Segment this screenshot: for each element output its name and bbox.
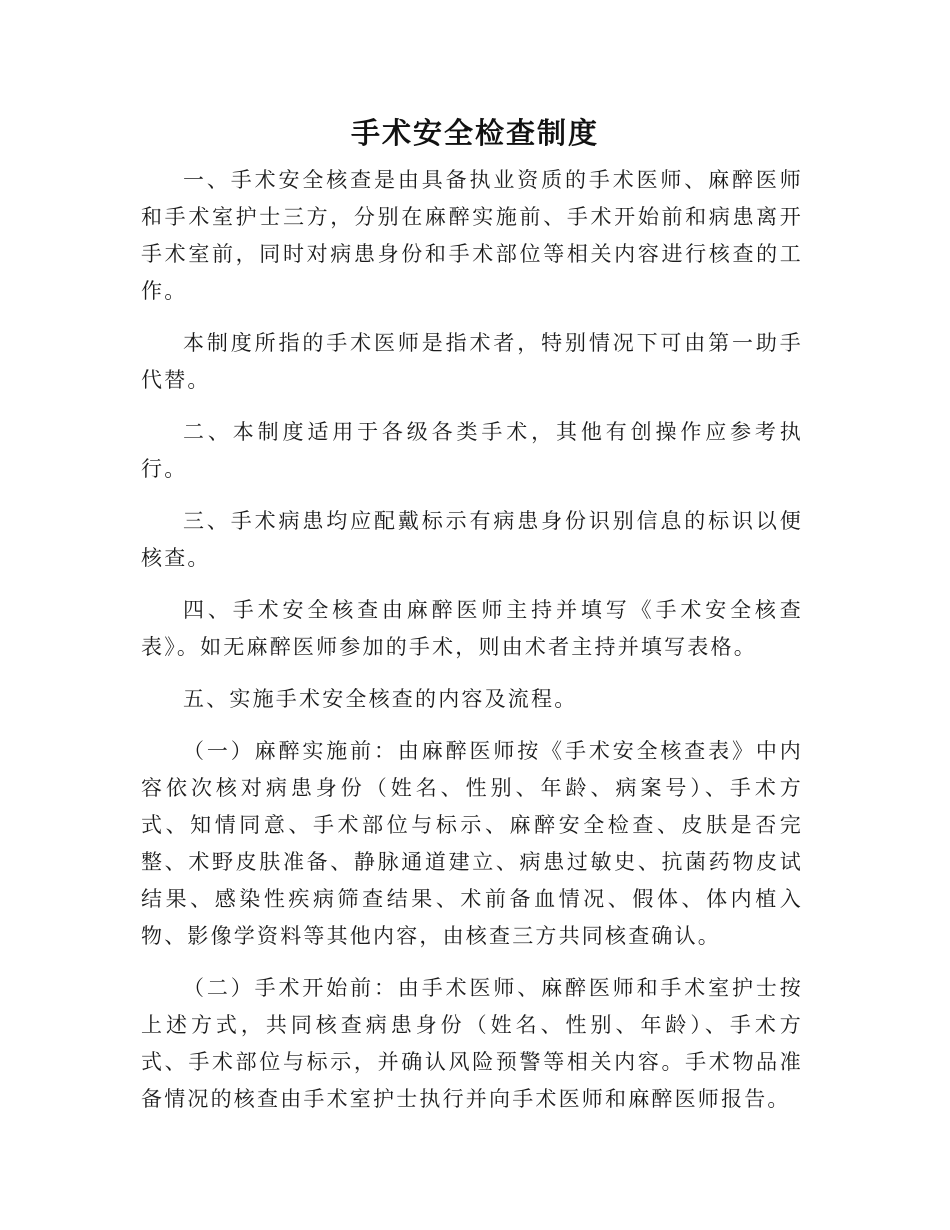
paragraph-3: 二、本制度适用于各级各类手术，其他有创操作应参考执行。 — [141, 420, 803, 481]
paragraph-5: 四、手术安全核查由麻醉医师主持并填写《手术安全核查表》。如无麻醉医师参加的手术，则由术者主持并填写表格。 — [141, 598, 803, 659]
document-body — [141, 162, 803, 1133]
paragraph-6: 五、实施手术安全核查的内容及流程。 — [183, 687, 578, 711]
paragraph-4: 三、手术病患均应配戴标示有病患身份识别信息的标识以便核查。 — [141, 509, 803, 570]
document-title: 手术安全检查制度 — [350, 116, 599, 150]
paragraph-1: 一、手术安全核查是由具备执业资质的手术医师、麻醉医师和手术室护士三方，分别在麻醉实施前、手术开始前和病患离开手术室前，同时对病患身份和手术部位等相关内容进行核查的工作。 — [141, 168, 803, 303]
paragraph-8: （二）手术开始前：由手术医师、麻醉医师和手术室护士按上述方式，共同核查病患身份（姓名、性别、年龄）、手术方式、手术部位与标示，并确认风险预警等相关内容。手术物品准备情况的核查由手术室护士执行并向手术医师和麻醉医师报告。 — [141, 976, 803, 1111]
paragraph-7: （一）麻醉实施前：由麻醉医师按《手术安全核查表》中内容依次核对病患身份（姓名、性别、年龄、病案号）、手术方式、知情同意、手术部位与标示、麻醉安全检查、皮肤是否完整、术野皮肤准备、静脉通道建立、病患过敏史、抗菌药物皮试结果、感染性疾病筛查结果、术前备血情况、假体、体内植入物、影像学资料等其他内容，由核查三方共同核查确认。 — [141, 739, 803, 948]
paragraph-2: 本制度所指的手术医师是指术者，特别情况下可由第一助手代替。 — [141, 331, 803, 392]
